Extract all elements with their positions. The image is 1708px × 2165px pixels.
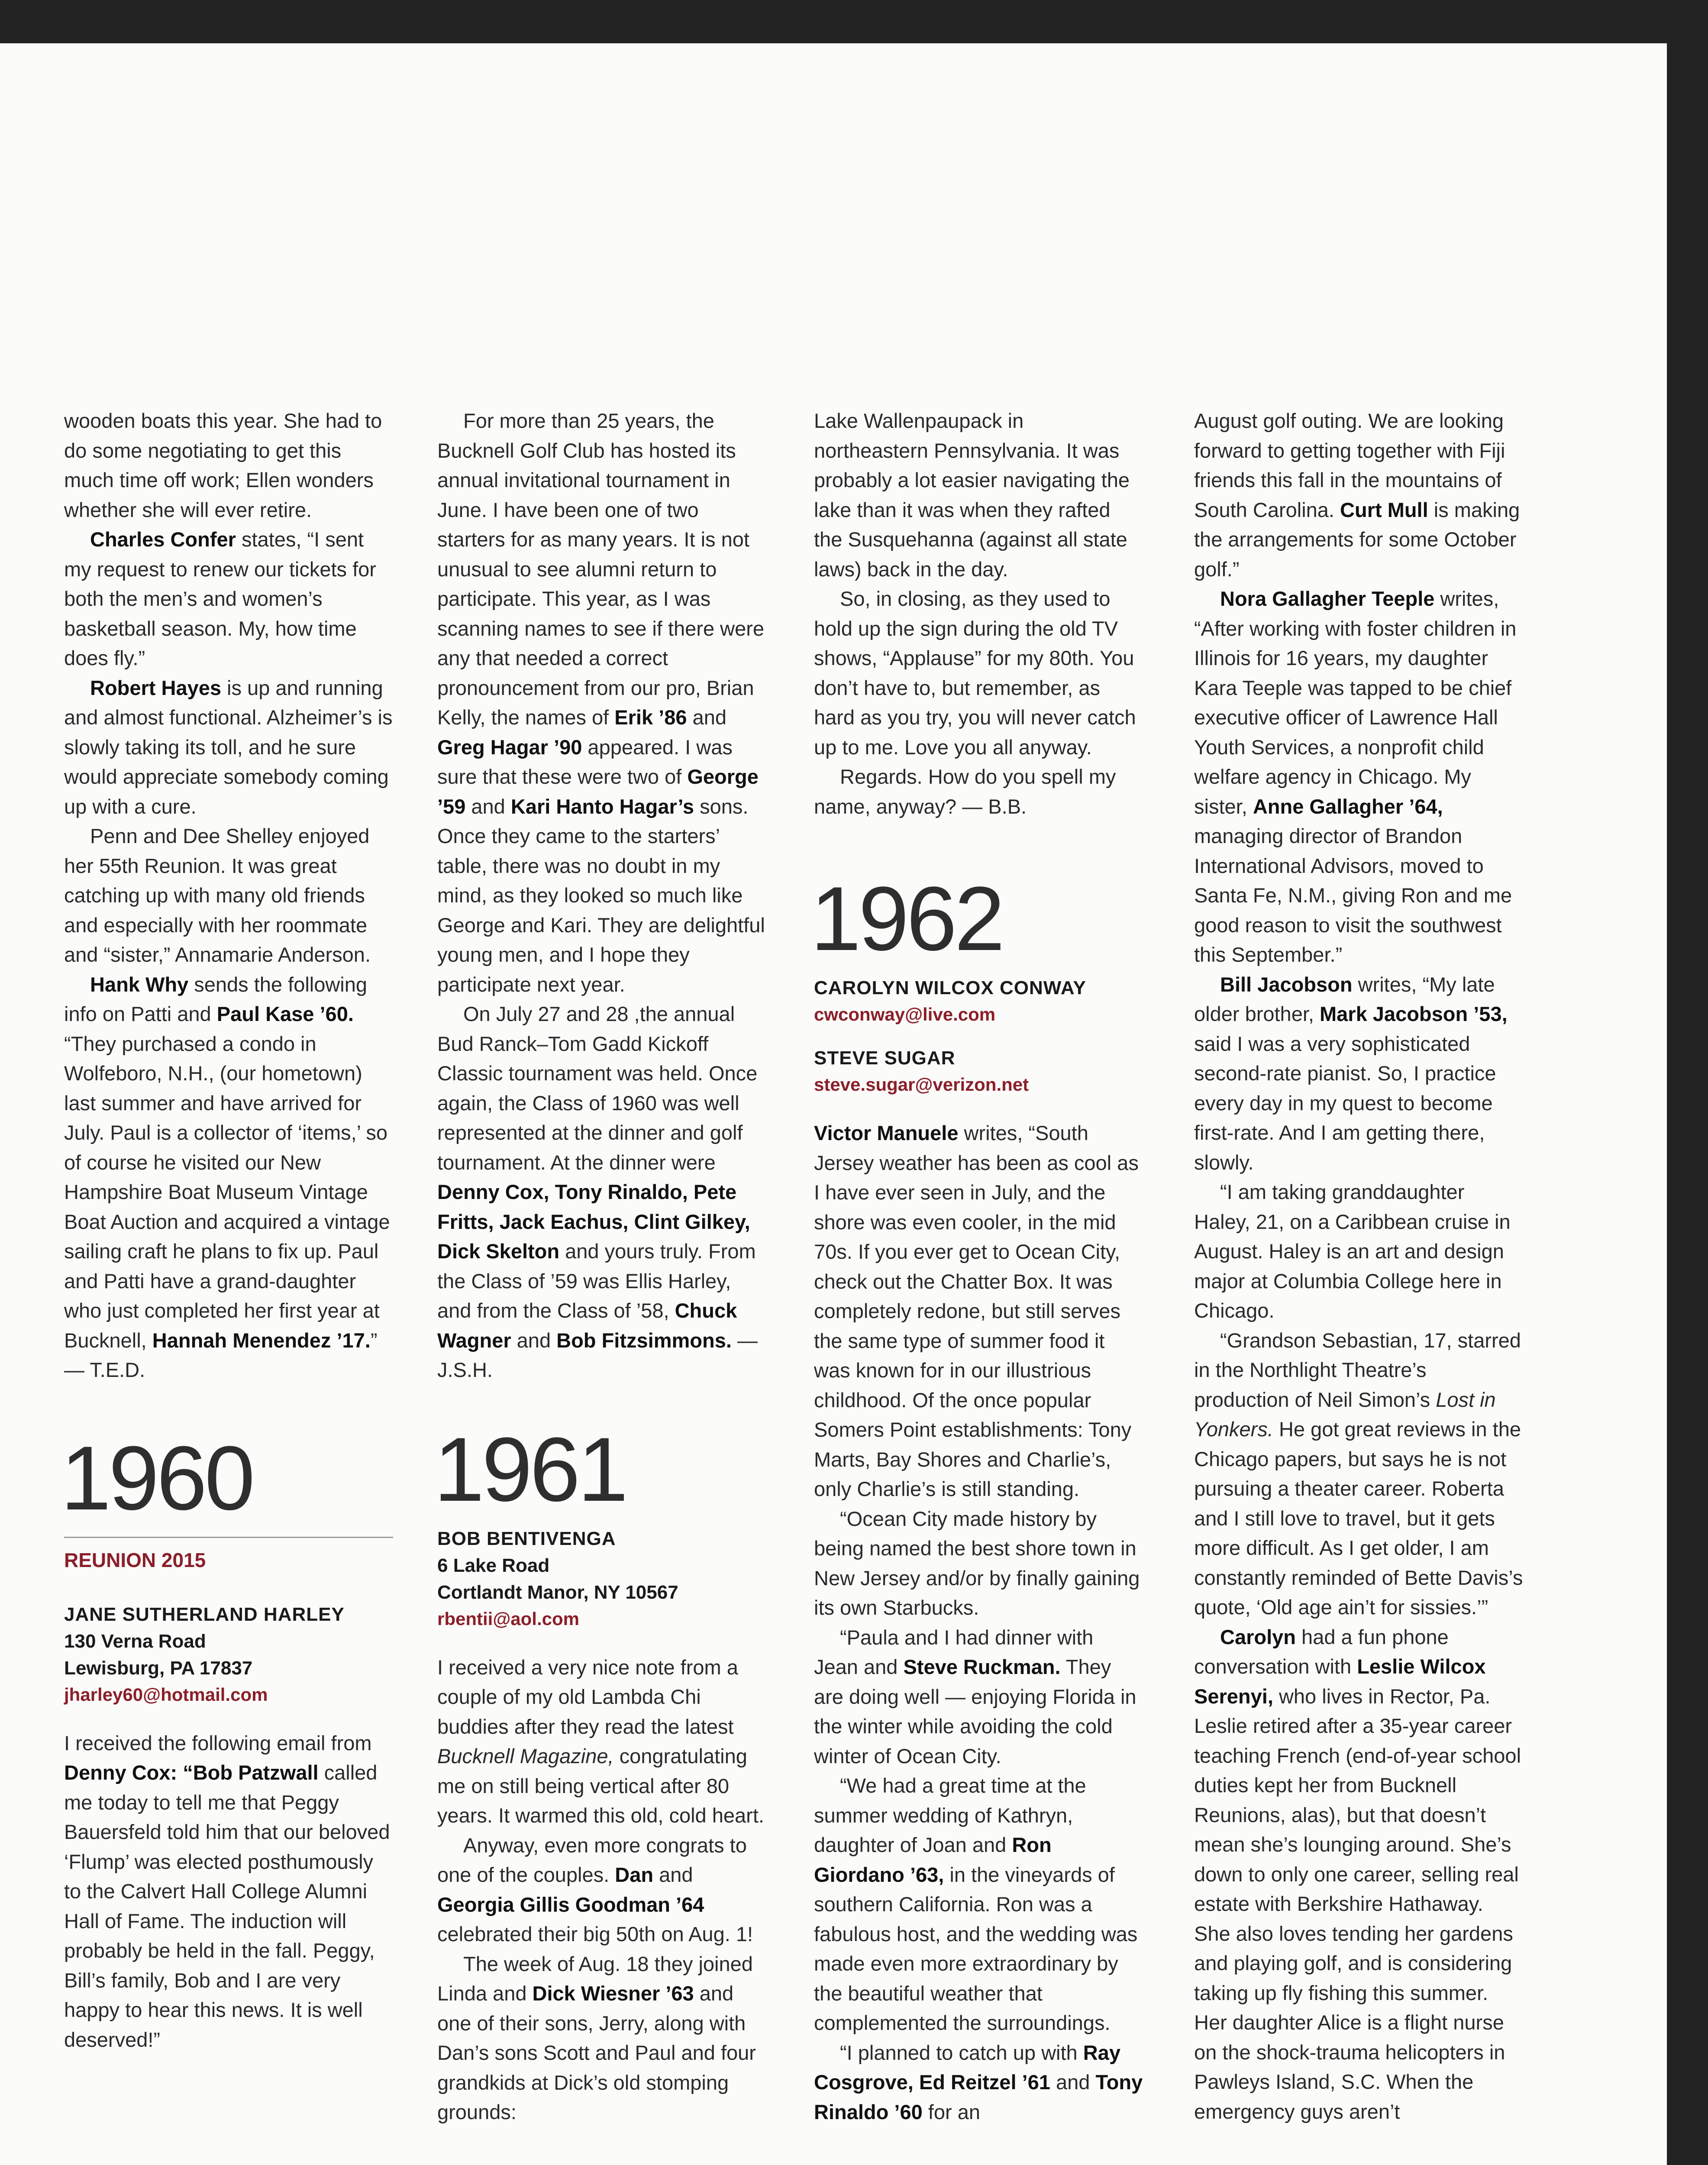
alumni-name: Charles Confer [90, 528, 236, 551]
reporter-email: steve.sugar@verizon.net [814, 1074, 1029, 1095]
note-text: Regards. How do you spell my name, anyway? — B.B. [814, 765, 1116, 818]
class-note [437, 1949, 766, 2127]
alumni-name: Bob Fitzsimmons. [556, 1328, 732, 1352]
note-text: sons. Once they came to the starters’ table, there was no doubt in my mind, as they looked so much like George and Kari. They are delightful young men, and I hope they participate next year. [437, 795, 765, 996]
alumni-name: George ’59 [437, 765, 759, 818]
play-title: Lost in Yonkers. [1194, 1388, 1496, 1441]
note-text: and [653, 1863, 693, 1886]
alumni-name: Mark Jacobson ’53, [1320, 1002, 1508, 1025]
column-1 [61, 406, 393, 2055]
note-text: writes, “My late older brother, [1194, 973, 1495, 1025]
note-text: is up and running and almost functional. Alzheimer’s is slowly taking its toll, and he sure would appreciate somebody coming up with a cure. [64, 676, 393, 818]
signature: — T.E.D. [64, 1358, 145, 1381]
note-text: and [465, 795, 511, 818]
reporter-address-line: 130 Verna Road [64, 1630, 206, 1652]
note-text: I received a very nice note from a couple of my old Lambda Chi buddies after they read the latest [437, 1655, 738, 1738]
alumni-name: Ron Giordano ’63, [814, 1833, 1052, 1886]
note-text: Penn and Dee Shelley enjoyed her 55th Reunion. It was great catching up with many old friends and especially with her roommate and “sister,” Annamarie Anderson. [64, 824, 371, 966]
alumni-name: Dan [615, 1863, 654, 1886]
class-reporter-contact [814, 975, 1143, 1028]
class-note [814, 1118, 1143, 1504]
class-note [64, 525, 393, 673]
note-text: is making the arrangements for some October golf.” [1194, 498, 1520, 581]
note-text: The week of Aug. 18 they joined Linda and [437, 1952, 753, 2005]
class-note [64, 821, 393, 970]
note-text: He got great reviews in the Chicago papers, but says he is not pursuing a theater career. Roberta and I still love to travel, but it gets more difficult. As I get older, I am constantly reminded of Bette Davis’s quote, ‘Old age ain’t for sissies.’” [1194, 1418, 1523, 1619]
alumni-name: Ray Cosgrove, Ed Reitzel ’61 [814, 2041, 1120, 2094]
reporter-email: rbentii@aol.com [437, 1608, 580, 1629]
note-text: “Ocean City made history by being named the best shore town in New Jersey and/or by finally gaining its own Starbucks. [814, 1507, 1140, 1619]
reporter-address-line: Lewisburg, PA 17837 [64, 1657, 253, 1679]
note-text: “I planned to catch up with [840, 2041, 1083, 2064]
class-note [814, 2038, 1143, 2127]
class-year-heading: 1960 [61, 1427, 253, 1529]
class-note [814, 1623, 1143, 1771]
note-text: “Paula and I had dinner with Jean and [814, 1625, 1094, 1678]
note-text: had a fun phone conversation with [1194, 1625, 1449, 1678]
note-text: celebrated their big 50th on Aug. 1! [437, 1923, 753, 1945]
note-text: I received the following email from [64, 1731, 372, 1755]
note-text: and [687, 706, 726, 729]
note-text: and [511, 1328, 557, 1352]
alumni-name: Robert Hayes [90, 676, 221, 699]
alumni-name: Victor Manuele [814, 1121, 959, 1144]
alumni-name: Kari Hanto Hagar’s [510, 795, 694, 818]
note-text: August golf outing. We are looking forward to getting together with Fiji friends this fall in the mountains of South Carolina. [1194, 409, 1505, 521]
column-2 [434, 406, 766, 2127]
class-year-heading: 1961 [434, 1418, 626, 1520]
note-text: “We had a great time at the summer wedding of Kathryn, daughter of Joan and [814, 1774, 1086, 1856]
note-text: called me today to tell me that Peggy Bauersfeld told him that our beloved ‘Flump’ was elected posthumously to the Calvert Hall College Alumni Hall of Fame. The induction will probably be held in the fall. Peggy, Bill’s family, Bob and I are very happy to hear this news. It is well deserved!” [64, 1761, 390, 2051]
alumni-name: Hannah Menendez ’17. [152, 1328, 371, 1352]
note-text: appeared. I was sure that these were two of [437, 735, 733, 788]
class-note [64, 970, 393, 1356]
reporter-name: STEVE SUGAR [814, 1047, 956, 1069]
note-text: writes, “South Jersey weather has been as cool as I have ever seen in July, and the shore was even cooler, in the mid 70s. If you ever get to Ocean City, check out the Chatter Box. It was completely redone, but still serves the same type of summer food it was known for in our illustrious childhood. Of the once popular Somers Point establishments: Tony Marts, Bay Shores and Charlie’s, only Charlie’s is still standing. [814, 1121, 1139, 1500]
note-text: — J.S.H. [437, 1328, 758, 1381]
reporter-name: CAROLYN WILCOX CONWAY [814, 977, 1086, 998]
magazine-page [0, 43, 1667, 2165]
class-note [814, 762, 1143, 821]
class-reporter-contact [64, 1601, 393, 1708]
note-text: So, in closing, as they used to hold up the sign during the old TV shows, “Applause” for my 80th. You don’t have to, but remember, as hard as you try, you will never catch up to me. Love you all anyway. [814, 587, 1136, 759]
alumni-name: Denny Cox, Tony Rinaldo, Pete Fritts, Jack Eachus, Clint Gilkey, Dick Skelton [437, 1180, 750, 1263]
alumni-name: Carolyn [1220, 1625, 1296, 1648]
class-note [64, 406, 393, 525]
note-text: states, “I sent my request to renew our tickets for both the men’s and women’s basketball season. My, how time does fly.” [64, 528, 376, 669]
note-text: who lives in Rector, Pa. Leslie retired after a 35-year career teaching French (end-of-year school duties kept her from Bucknell Reunions, alas), but that doesn’t mean she’s lounging around. She’s down to only one career, selling real estate with Berkshire Hathaway. She also loves tending her gardens and playing golf, and is considering taking up fly fishing this summer. Her daughter Alice is a flight nurse on the shock-trauma helicopters in Pawleys Island, S.C. When the emergency guys aren’t [1194, 1684, 1521, 2123]
column-3 [810, 406, 1143, 2127]
class-note [814, 584, 1143, 762]
note-text: said I was a very sophisticated second-rate pianist. So, I practice every day in my quest to become first-rate. And I am getting there, slowly. [1194, 1032, 1496, 1174]
alumni-name: Anne Gallagher ’64, [1253, 795, 1443, 818]
class-year-heading: 1962 [810, 868, 1003, 969]
reporter-name: JANE SUTHERLAND HARLEY [64, 1603, 345, 1625]
note-text: congratulating me on still being vertical after 80 years. It warmed this old, cold heart. [437, 1745, 764, 1827]
note-text: “Grandson Sebastian, 17, starred in the Northlight Theatre’s production of Neil Simon’s [1194, 1328, 1521, 1411]
reporter-name: BOB BENTIVENGA [437, 1528, 616, 1549]
note-text: “They purchased a condo in Wolfeboro, N.H., (our hometown) last summer and have arrived for July. Paul is a collector of ‘items,’ so of course he visited our New Hampshire Boat Museum Vintage Boat Auction and acquired a vintage sailing craft he plans to fix up. Paul and Patti have a grand-daughter who just completed her first year at Bucknell, [64, 1032, 390, 1352]
reporter-address-line: 6 Lake Road [437, 1554, 550, 1576]
note-text: and yours truly. From the Class of ’59 was Ellis Harley, and from the Class of ’58, [437, 1240, 756, 1322]
note-text: and one of their sons, Jerry, along with Dan’s sons Scott and Paul and four grandkids at Dick’s old stomping grounds: [437, 1982, 756, 2123]
alumni-name: Greg Hagar ’90 [437, 735, 582, 759]
class-reporter-contact [437, 1525, 766, 1632]
note-text: managing director of Brandon International Advisors, moved to Santa Fe, N.M., giving Ron and me good reason to visit the southwest this September.” [1194, 824, 1512, 966]
alumni-name: Erik ’86 [614, 706, 687, 729]
class-note [1194, 1622, 1523, 2127]
class-note [437, 406, 766, 999]
alumni-name: Paul Kase ’60. [216, 1002, 354, 1025]
note-text: Anyway, even more congrats to one of the couples. [437, 1833, 747, 1886]
class-note [814, 1504, 1143, 1623]
note-text: “I am taking granddaughter Haley, 21, on a Caribbean cruise in August. Haley is an art and design major at Columbia College here in Chicago. [1194, 1180, 1511, 1322]
alumni-name: Hank Why [90, 973, 189, 996]
class-note [1194, 970, 1523, 1178]
alumni-name: Dick Wiesner ’63 [532, 1982, 694, 2005]
note-text: On July 27 and 28 ,the annual Bud Ranck–Tom Gadd Kickoff Classic tournament was held. Once again, the Class of 1960 was well represented at the dinner and golf tournament. At the dinner were [437, 1002, 758, 1174]
class-note [1194, 406, 1523, 584]
publication-title: Bucknell Magazine, [437, 1745, 614, 1768]
note-text: and [1050, 2071, 1096, 2094]
note-text: wooden boats this year. She had to do some negotiating to get this much time off work; Ellen wonders whether she will ever retire. [64, 409, 382, 521]
note-text: For more than 25 years, the Bucknell Golf Club has hosted its annual invitational tournament in June. I have been one of two starters for as many years. It is not unusual to see alumni return to participate. This year, as I was scanning names to see if there were any that needed a correct pronouncement from our pro, Brian Kelly, the names of [437, 409, 765, 729]
heading-divider [64, 1537, 393, 1538]
alumni-name: Nora Gallagher Teeple [1220, 587, 1435, 610]
alumni-name: Steve Ruckman. [903, 1655, 1061, 1678]
alumni-name: Denny Cox: “Bob Patzwall [64, 1761, 319, 1784]
alumni-name: Curt Mull [1340, 498, 1428, 521]
class-note [64, 1729, 393, 2055]
alumni-name: Georgia Gillis Goodman ’64 [437, 1893, 704, 1916]
reporter-email: jharley60@hotmail.com [64, 1684, 268, 1705]
alumni-name: Chuck Wagner [437, 1299, 737, 1352]
note-text: in the vineyards of southern California. Ron was a fabulous host, and the wedding was made even more extraordinary by the beautiful weather that complemented the surroundings. [814, 1863, 1138, 2034]
class-note [64, 673, 393, 822]
note-text: Lake Wallenpaupack in northeastern Pennsylvania. It was probably a lot easier navigating the lake than it was when they rafted the Susquehanna (against all state laws) back in the day. [814, 409, 1130, 581]
class-note [437, 999, 766, 1385]
note-text: They are doing well — enjoying Florida in the winter while avoiding the cold winter of Ocean City. [814, 1655, 1137, 1768]
class-note [1194, 1177, 1523, 1326]
alumni-name: Bill Jacobson [1220, 973, 1353, 996]
note-text: sends the following info on Patti and [64, 973, 368, 1025]
note-text: ” [370, 1328, 378, 1352]
class-note [814, 406, 1143, 584]
note-text: for an [922, 2100, 980, 2123]
reunion-label: REUNION 2015 [64, 1548, 206, 1571]
reporter-email: cwconway@live.com [814, 1004, 996, 1024]
class-reporter-contact [814, 1045, 1143, 1098]
note-text: writes, “After working with foster children in Illinois for 16 years, my daughter Kara Teeple was tapped to be chief executive officer of Lawrence Hall Youth Services, a nonprofit child welfare agency in Chicago. My sister, [1194, 587, 1517, 818]
class-note [1194, 584, 1523, 970]
class-note [1194, 1326, 1523, 1622]
alumni-name: Tony Rinaldo ’60 [814, 2071, 1143, 2123]
class-note [437, 1831, 766, 1949]
reporter-address-line: Cortlandt Manor, NY 10567 [437, 1581, 678, 1603]
class-note [814, 1771, 1143, 2038]
column-4 [1194, 406, 1523, 2126]
class-note [437, 1653, 766, 1831]
alumni-name: Leslie Wilcox Serenyi, [1194, 1655, 1486, 1708]
